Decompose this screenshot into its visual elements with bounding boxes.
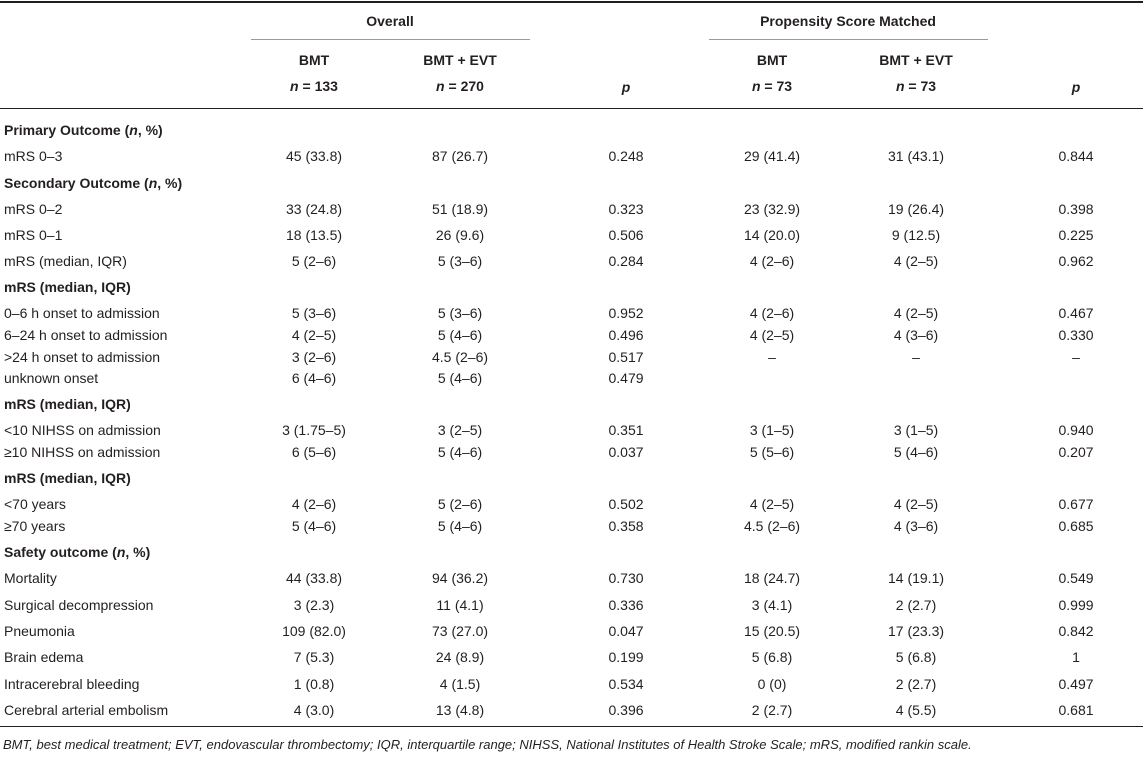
table-cell: 0.534 (608, 676, 644, 692)
table-cell: 1 (0.8) (293, 676, 335, 692)
table-cell: 0.284 (608, 253, 644, 269)
section-header: mRS (median, IQR) (4, 279, 131, 295)
table-cell: 5 (2–6) (291, 253, 337, 269)
table-cell: 0.844 (1058, 148, 1094, 164)
table-cell: 5 (5–6) (749, 444, 795, 460)
table-cell: 0.037 (608, 444, 644, 460)
table-cell: 0.730 (608, 570, 644, 586)
table-cell: 4 (1.5) (439, 676, 481, 692)
table-cell: 5 (4–6) (437, 518, 483, 534)
table-cell: 0.496 (608, 327, 644, 343)
table-cell: 5 (2–6) (437, 496, 483, 512)
row-label: mRS 0–2 (4, 201, 63, 217)
table-cell: 5 (3–6) (437, 305, 483, 321)
row-label: Pneumonia (4, 623, 75, 639)
table-cell: 5 (3–6) (291, 305, 337, 321)
table-cell: 3 (4.1) (751, 597, 793, 613)
table-cell: 0.517 (608, 349, 644, 365)
table-cell: 0.396 (608, 702, 644, 718)
table-cell: 4 (2–5) (291, 327, 337, 343)
row-label: unknown onset (4, 370, 99, 386)
table-cell: 4.5 (2–6) (743, 518, 801, 534)
table-bottom-rule (0, 726, 1143, 727)
table-cell: 51 (18.9) (431, 201, 489, 217)
table-cell: 4.5 (2–6) (431, 349, 489, 365)
table-cell: 5 (6.8) (895, 649, 937, 665)
table-cell: 4 (3–6) (893, 327, 939, 343)
table-cell: 0.549 (1058, 570, 1094, 586)
column-header-n: n = 73 (751, 78, 793, 94)
table-cell: 24 (8.9) (435, 649, 485, 665)
group-header-psm: Propensity Score Matched (760, 13, 936, 29)
table-cell: 7 (5.3) (293, 649, 335, 665)
table-cell: 31 (43.1) (887, 148, 945, 164)
table-top-rule (0, 1, 1143, 3)
table-cell: 0.225 (1058, 227, 1094, 243)
table-cell: 0.323 (608, 201, 644, 217)
table-cell: 26 (9.6) (435, 227, 485, 243)
table-cell: 5 (4–6) (893, 444, 939, 460)
section-header: Secondary Outcome (n, %) (4, 175, 183, 191)
table-cell: 5 (4–6) (437, 444, 483, 460)
table-cell: 17 (23.3) (887, 623, 945, 639)
column-header-n: n = 73 (895, 78, 937, 94)
table-cell: 14 (19.1) (887, 570, 945, 586)
table-cell: 0.952 (608, 305, 644, 321)
table-cell: 4 (2–6) (291, 496, 337, 512)
table-cell: 5 (4–6) (437, 370, 483, 386)
table-cell: 2 (2.7) (895, 676, 937, 692)
table-cell: 4 (2–5) (749, 496, 795, 512)
table-cell: 0.351 (608, 422, 644, 438)
table-cell: 13 (4.8) (435, 702, 485, 718)
table-cell: 0.999 (1058, 597, 1094, 613)
row-label: >24 h onset to admission (4, 349, 161, 365)
row-label: ≥70 years (4, 518, 66, 534)
table-cell: 18 (13.5) (285, 227, 343, 243)
section-header: mRS (median, IQR) (4, 396, 131, 412)
table-cell: 1 (1072, 649, 1080, 665)
table-cell: 5 (4–6) (437, 327, 483, 343)
table-cell: 9 (12.5) (891, 227, 941, 243)
table-cell: 14 (20.0) (743, 227, 801, 243)
table-cell: 3 (2–6) (291, 349, 337, 365)
row-label: Cerebral arterial embolism (4, 702, 169, 718)
table-cell: 0.502 (608, 496, 644, 512)
column-header-label: BMT (756, 52, 788, 68)
table-cell: – (912, 349, 920, 365)
table-cell: 4 (2–5) (893, 253, 939, 269)
table-cell: 87 (26.7) (431, 148, 489, 164)
table-cell: 0.467 (1058, 305, 1094, 321)
column-header-n: n = 133 (290, 78, 338, 94)
section-header: Safety outcome (n, %) (4, 544, 151, 560)
table-cell: 4 (2–5) (749, 327, 795, 343)
table-cell: 0.506 (608, 227, 644, 243)
table-footnote: BMT, best medical treatment; EVT, endovascular thrombectomy; IQR, interquartile range; NIHSS, National Institutes of Health Stroke Scale; mRS, modified rankin scale. (3, 737, 972, 752)
row-label: <10 NIHSS on admission (4, 422, 161, 438)
table-cell: 0 (0) (757, 676, 787, 692)
table-cell: 3 (1–5) (893, 422, 939, 438)
table-cell: 6 (4–6) (291, 370, 337, 386)
table-cell: 3 (1–5) (749, 422, 795, 438)
table-cell: 3 (1.75–5) (282, 422, 346, 438)
section-header: mRS (median, IQR) (4, 470, 131, 486)
table-cell: 3 (2–5) (437, 422, 483, 438)
table-cell: 0.398 (1058, 201, 1094, 217)
table-cell: 33 (24.8) (285, 201, 343, 217)
table-cell: 23 (32.9) (743, 201, 801, 217)
table-cell: 73 (27.0) (431, 623, 489, 639)
row-label: Intracerebral bleeding (4, 676, 140, 692)
row-label: ≥10 NIHSS on admission (4, 444, 161, 460)
table-cell: 11 (4.1) (436, 597, 484, 613)
column-header-label: BMT + EVT (423, 52, 497, 68)
table-cell: 0.497 (1058, 676, 1094, 692)
row-label: mRS (median, IQR) (4, 253, 127, 269)
column-header-n: n = 270 (436, 78, 484, 94)
table-cell: 4 (3–6) (893, 518, 939, 534)
table-cell: 0.681 (1058, 702, 1094, 718)
table-cell: 0.199 (608, 649, 644, 665)
table-cell: – (1072, 349, 1080, 365)
table-cell: 0.842 (1058, 623, 1094, 639)
table-cell: 44 (33.8) (285, 570, 343, 586)
group-rule-psm (709, 39, 988, 40)
column-header-p: p (621, 79, 631, 95)
group-rule-overall (251, 39, 530, 40)
table-cell: 0.207 (1058, 444, 1094, 460)
table-cell: 109 (82.0) (282, 623, 346, 639)
table-cell: 3 (2.3) (293, 597, 335, 613)
table-cell: 0.330 (1058, 327, 1094, 343)
table-cell: 15 (20.5) (743, 623, 801, 639)
header-bottom-rule (0, 108, 1143, 109)
table-cell: 29 (41.4) (743, 148, 801, 164)
table-cell: 4 (3.0) (293, 702, 335, 718)
table-cell: 18 (24.7) (743, 570, 801, 586)
table-cell: 45 (33.8) (285, 148, 343, 164)
row-label: 0–6 h onset to admission (4, 305, 160, 321)
row-label: Mortality (4, 570, 57, 586)
row-label: <70 years (4, 496, 66, 512)
table-cell: 0.685 (1058, 518, 1094, 534)
table-cell: 4 (2–6) (749, 305, 795, 321)
column-header-label: BMT + EVT (879, 52, 953, 68)
table-cell: 0.358 (608, 518, 644, 534)
column-header-label: BMT (298, 52, 330, 68)
group-header-overall: Overall (366, 13, 414, 29)
column-header-p: p (1071, 79, 1081, 95)
table-cell: 94 (36.2) (431, 570, 489, 586)
table-cell: 4 (2–5) (893, 305, 939, 321)
table-cell: 4 (5.5) (895, 702, 937, 718)
table-cell: 0.479 (608, 370, 644, 386)
row-label: mRS 0–1 (4, 227, 63, 243)
section-header: Primary Outcome (n, %) (4, 122, 163, 138)
table-cell: 5 (6.8) (751, 649, 793, 665)
table-cell: 0.248 (608, 148, 644, 164)
table-cell: 0.047 (608, 623, 644, 639)
table-cell: 5 (3–6) (437, 253, 483, 269)
row-label: Brain edema (4, 649, 84, 665)
table-cell: 0.940 (1058, 422, 1094, 438)
table-cell: 19 (26.4) (887, 201, 945, 217)
row-label: mRS 0–3 (4, 148, 63, 164)
table-cell: 2 (2.7) (751, 702, 793, 718)
table-cell: 0.336 (608, 597, 644, 613)
table-cell: 4 (2–5) (893, 496, 939, 512)
table-cell: – (768, 349, 776, 365)
table-cell: 6 (5–6) (291, 444, 337, 460)
table-cell: 4 (2–6) (749, 253, 795, 269)
table-cell: 2 (2.7) (895, 597, 937, 613)
row-label: 6–24 h onset to admission (4, 327, 168, 343)
table-cell: 0.962 (1058, 253, 1094, 269)
table-cell: 0.677 (1058, 496, 1094, 512)
table-cell: 5 (4–6) (291, 518, 337, 534)
row-label: Surgical decompression (4, 597, 154, 613)
